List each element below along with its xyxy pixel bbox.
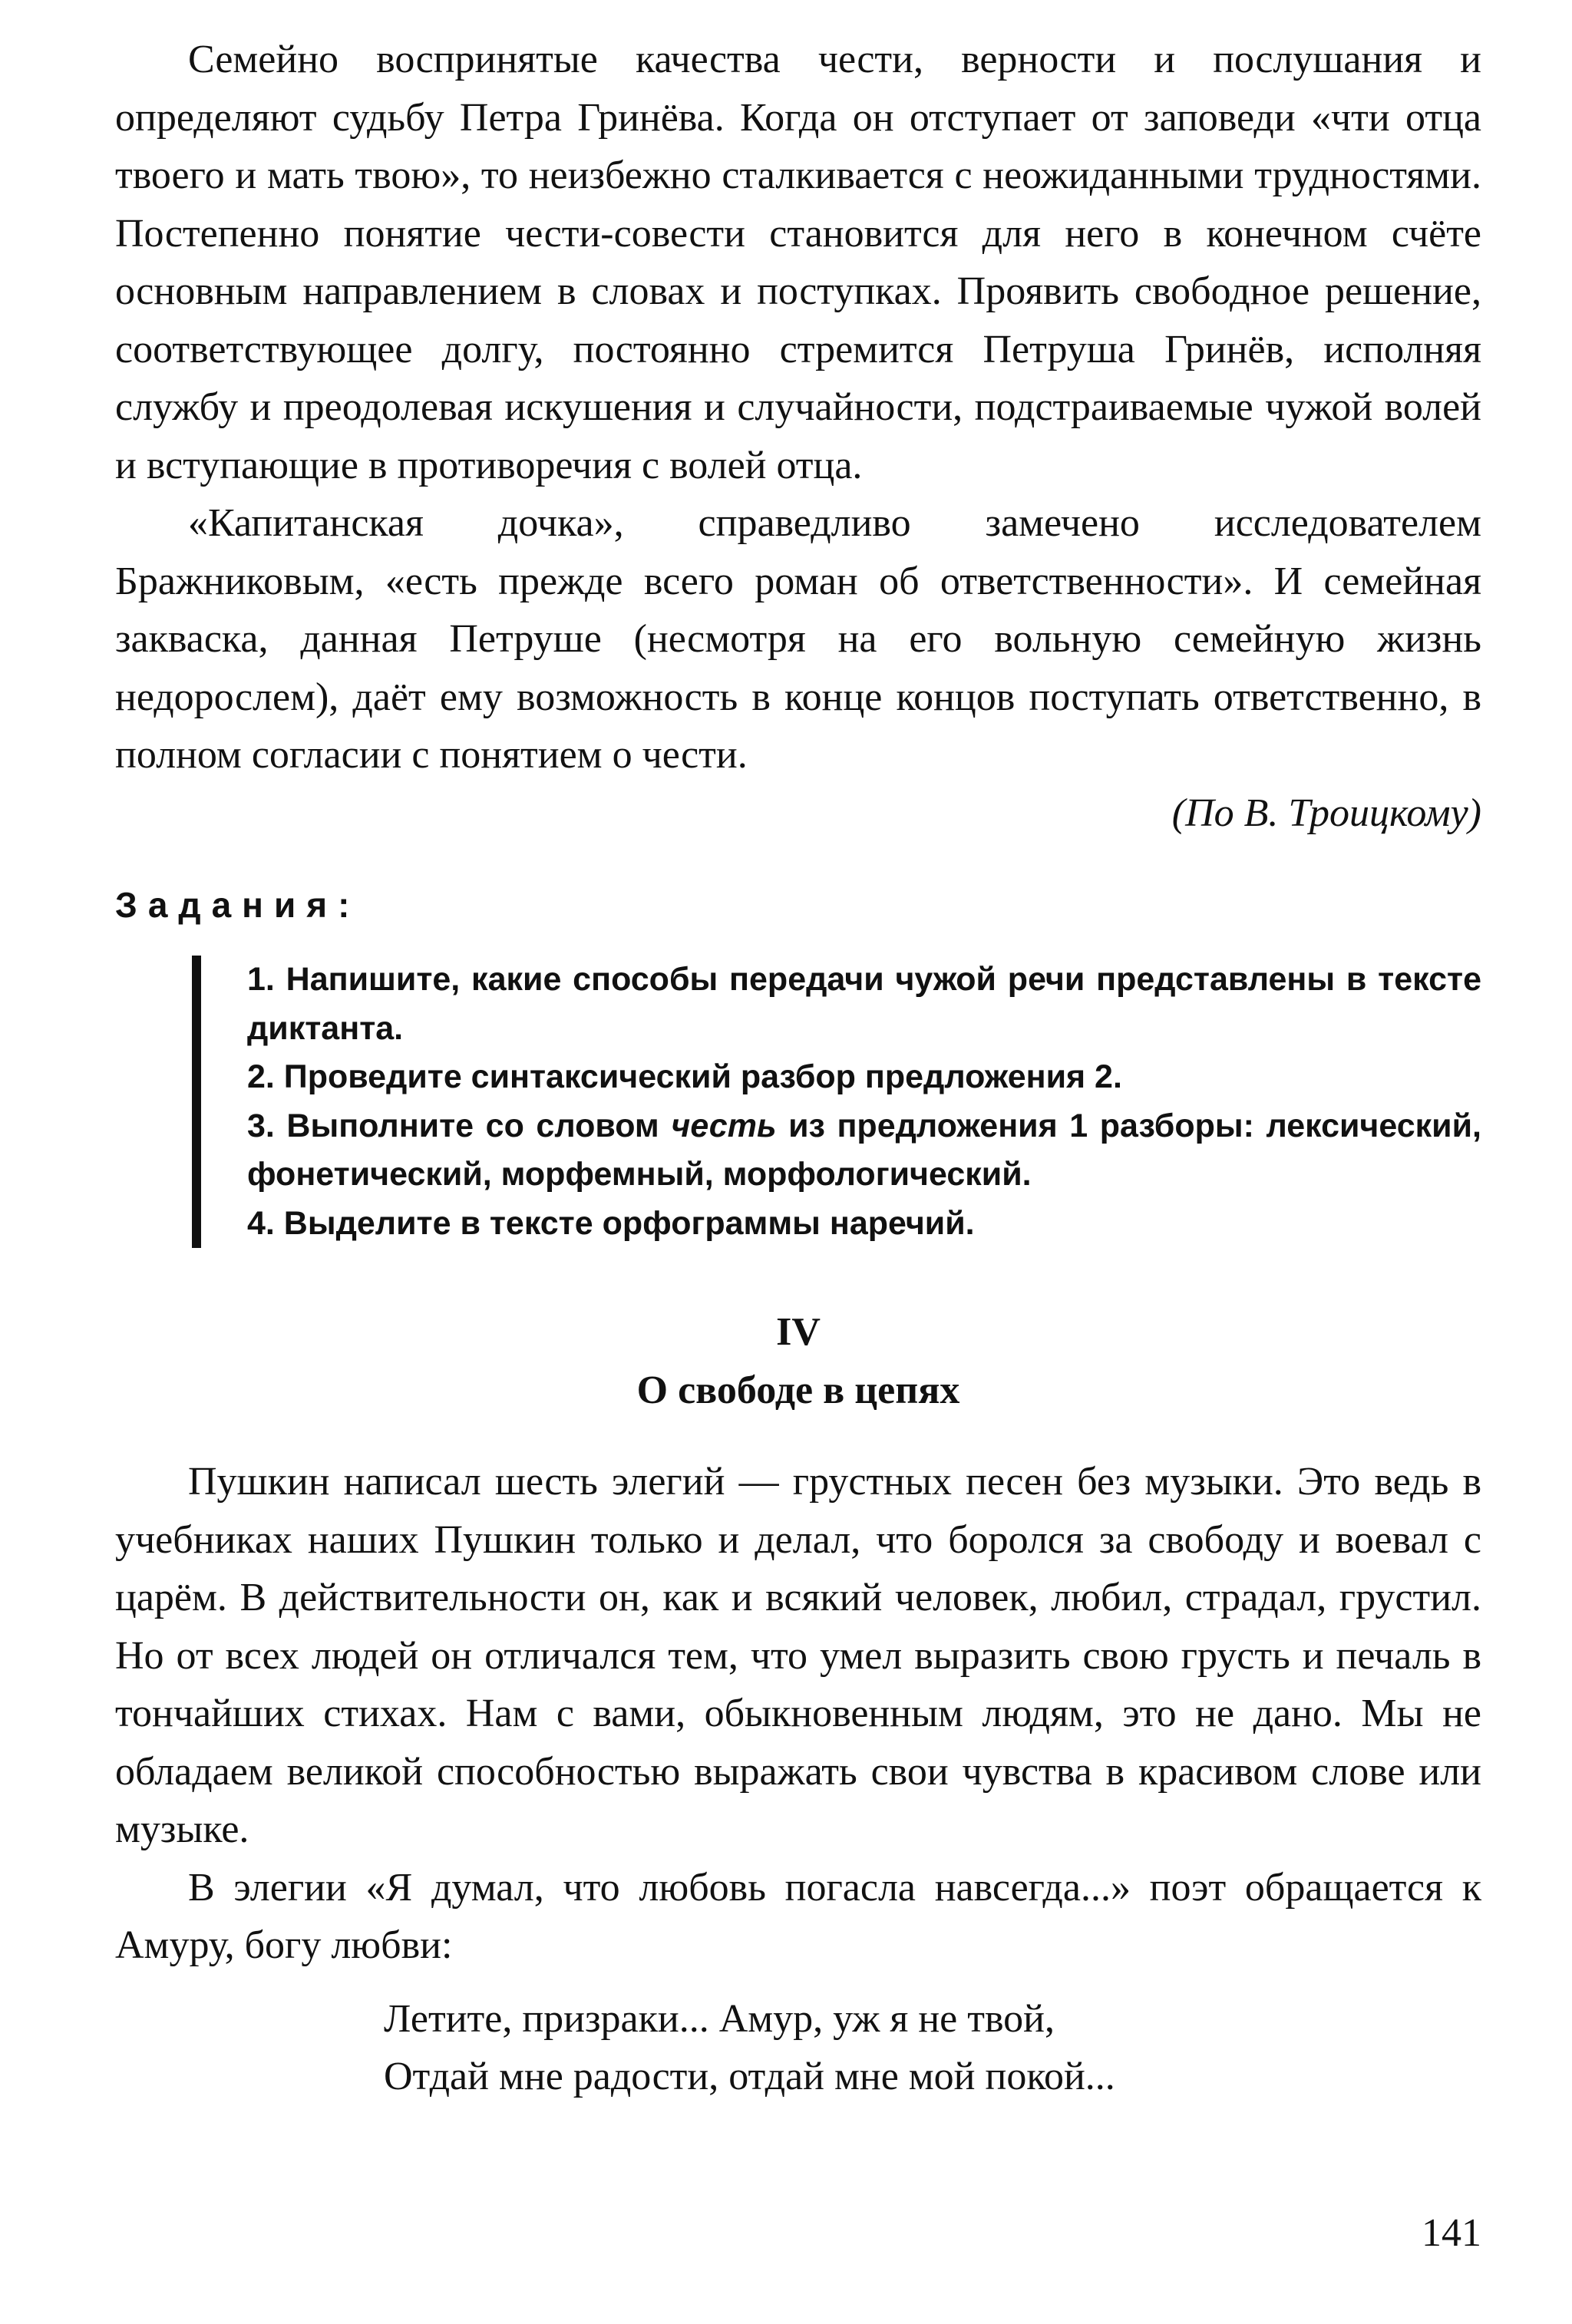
attribution: (По В. Троицкому) — [1171, 791, 1481, 835]
book-page — [115, 31, 1481, 2106]
top-text-block — [115, 31, 1481, 842]
page-number: 141 — [1422, 2211, 1481, 2255]
section-iv — [115, 1303, 1481, 2106]
task-1: 1. Напишите, какие способы передачи чужой речи представлены в тексте диктанта. — [247, 961, 1481, 1047]
task-3-highlighted-word: честь — [671, 1107, 777, 1144]
section-title: О свободе в цепях — [636, 1368, 960, 1412]
section-paragraph-1: Пушкин написал шесть элегий — грустных песен без музыки. Это ведь в учебниках наших Пушкин только и делал, что боролся за свободу и воевал с царём. В действительности он, как и всякий человек, любил, страдал, грустил. Но от всех людей он отличался тем, что умел выразить свою грусть и печаль в тончайших стихах. Нам с вами, обыкновенным людям, это не дано. Мы не обладаем великой способностью выражать свои чувства в красивом слове или музыке. — [115, 1460, 1481, 1851]
tasks-heading: Задания: — [115, 885, 361, 925]
task-3 — [247, 1102, 1481, 1200]
poem-quote — [384, 1990, 1481, 2106]
poem-line-2: Отдай мне радости, отдай мне мой покой... — [384, 2055, 1115, 2098]
task-4: 4. Выделите в тексте орфограммы наречий. — [247, 1204, 975, 1242]
task-3-text-end: из предложения 1 разборы: лексический, фонетический, морфемный, морфологический. — [247, 1107, 1481, 1193]
task-2: 2. Проведите синтаксический разбор предложения 2. — [247, 1058, 1122, 1095]
paragraph-1: Семейно воспринятые качества чести, верности и послушания и определяют судьбу Петра Гринёва. Когда он отступает от заповеди «чти отца твоего и мать твою», то неизбежно сталкивается с неожиданными трудностями. Постепенно понятие чести-совести становится для него в конечном счёте основным направлением в словах и поступках. Проявить свободное решение, соответствующее долгу, постоянно стремится Петруша Гринёв, исполняя службу и преодолевая искушения и случайности, подстраиваемые чужой волей и вступающие в противоречия с волей отца. — [115, 38, 1481, 487]
section-paragraph-2: В элегии «Я думал, что любовь погасла навсегда...» поэт обращается к Амуру, богу любви: — [115, 1865, 1481, 1967]
tasks-list — [192, 956, 1481, 1248]
poem-line-1: Летите, призраки... Амур, уж я не твой, — [384, 1996, 1055, 2041]
paragraph-2: «Капитанская дочка», справедливо замечено исследователем Бражниковым, «есть прежде всего роман об ответственности». И семейная закваска, данная Петруше (несмотря на его вольную семейную жизнь недорослем), даёт ему возможность в конце концов поступать ответственно, в полном согласии с понятием о чести. — [115, 501, 1481, 777]
section-number: IV — [776, 1310, 821, 1354]
task-3-text-start: 3. Выполните со словом — [247, 1107, 672, 1144]
section-body — [115, 1453, 1481, 2106]
